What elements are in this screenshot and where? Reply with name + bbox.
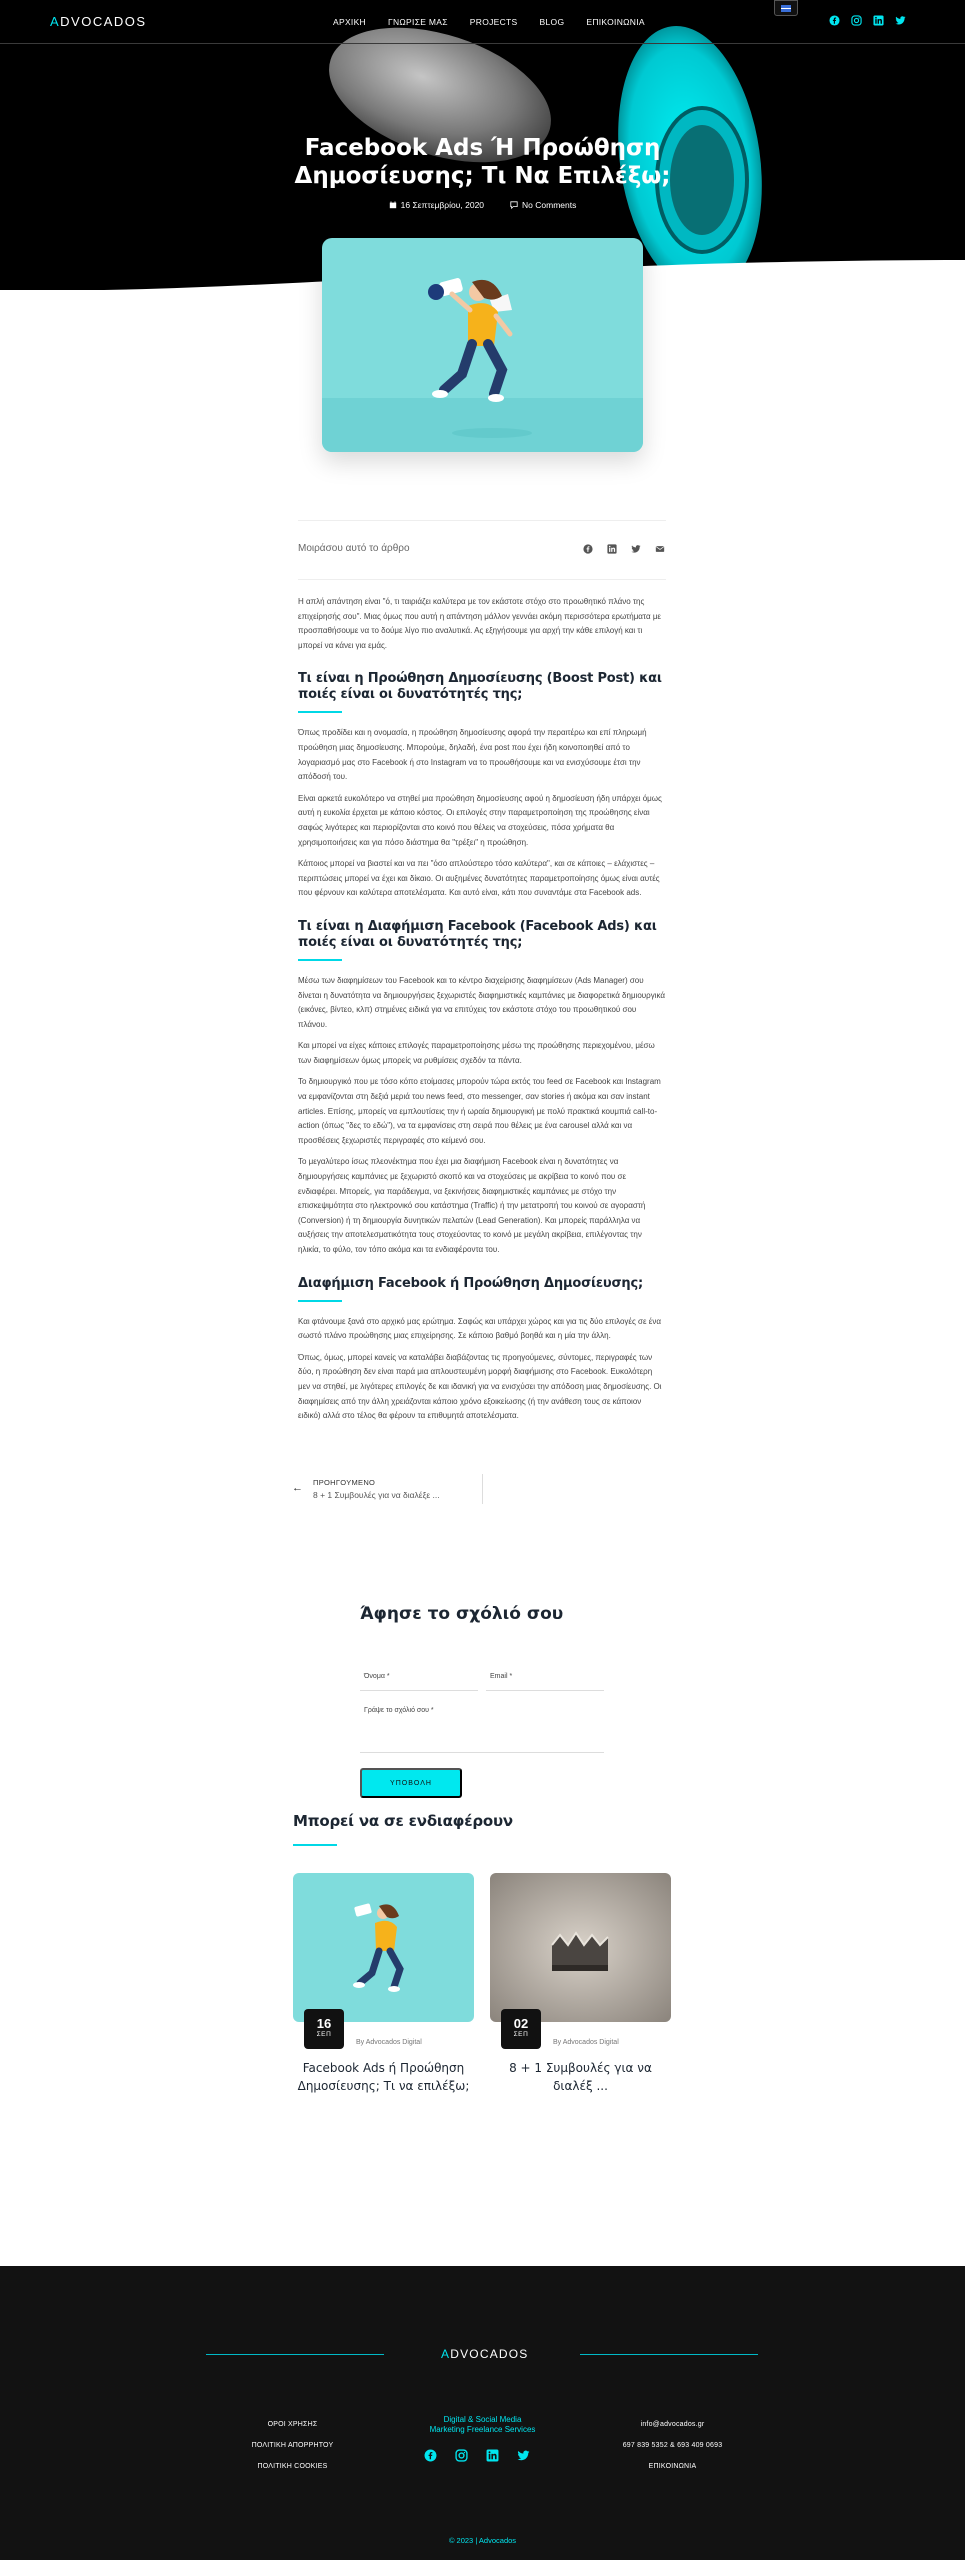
comment-form-heading: Άφησε το σχόλιό σου [360, 1604, 564, 1624]
email-field[interactable] [486, 1690, 604, 1691]
date-month: ΣΕΠ [513, 2031, 529, 2038]
heading-underline [298, 959, 342, 961]
site-logo[interactable]: ADVOCADOS [50, 14, 147, 29]
paragraph: Μέσω των διαφημίσεων του Facebook και το κέντρο διαχείρισης διαφημίσεων (Ads Manager) σου δίνεται η δυνατότητα να δημιουργήσεις ξεχωριστές διαφημιστικές καμπάνιες με διαφορετικά δημιουργικά (εικόνες, βίντεο, κλπ) στημένες ειδικά για να επιτύχεις τον εκάστοτε στόχο του προωθητικού σου πλάνου. [298, 975, 666, 1029]
site-footer [0, 2266, 965, 2560]
email-link[interactable]: info@advocados.gr [640, 2421, 705, 2428]
footer-services [395, 2415, 570, 2435]
post-meta [340, 200, 625, 210]
facebook-icon[interactable] [828, 14, 841, 27]
paragraph: Κάποιος μπορεί να βιαστεί και να πει "όσο απλούστερο τόσο καλύτερα", και σε κάποιες – ελάχιστες – περιπτώσεις μπορεί να έχει και δίκαιο. Οι αυξημένες δυνατότητες παραμετροποίησης όμως είναι αυτές που φέρνουν και καλύτερα αποτελέσματα. Και αυτό είναι, κάτι που συναντάμε στα Facebook ads. [298, 859, 660, 898]
date-badge [501, 2009, 541, 2049]
post-comments[interactable] [510, 200, 576, 210]
submit-comment-button[interactable]: ΥΠΟΒΟΛΗ [360, 1768, 462, 1798]
arrow-left-icon: ← [292, 1482, 303, 1494]
date-day: 16 [316, 2016, 332, 2031]
date-month: ΣΕΠ [316, 2031, 332, 2038]
date-day: 02 [513, 2016, 529, 2031]
previous-post-title: 8 + 1 Συμβουλές για να διαλέξε ... [313, 1490, 440, 1500]
divider [482, 1474, 483, 1504]
nav-item-home[interactable]: ΑΡΧΙΚΗ [333, 17, 366, 27]
facebook-icon[interactable] [582, 543, 594, 555]
related-post-image[interactable] [490, 1873, 671, 2022]
footer-contact [600, 2414, 745, 2477]
paragraph: Το δημιουργικό που με τόσο κόπο ετοίμασες μπορούν τώρα εκτός του feed σε Facebook και Instagram να εμφανίζονται στη δεξιά μεριά του news feed, στο messenger, σαν stories ή ακόμα και σαν instant articles. Επίσης, μπορείς να εμπλουτίσεις την ή ωραία δημιουργική με πολύ πρακτικά κουμπιά call-to-action (όπως "δες το εδώ"), να τα εμφανίσεις στη σειρά που θέλεις με ένα carousel αλλά και να προσθέσεις ξεχωριστές περιγραφές στο κείμενό σου. [298, 1077, 661, 1145]
section-heading-facebook-ads: Τι είναι η Διαφήμιση Facebook (Facebook Ads) και ποιές είναι οι δυνατότητές της; [298, 918, 657, 950]
share-icons [582, 543, 666, 555]
name-field-label: Όνομα * [364, 1673, 390, 1680]
comment-field-label: Γράψε το σχόλιό σου * [364, 1707, 434, 1714]
post-comments-text: No Comments [522, 200, 577, 210]
comment-icon [510, 201, 518, 209]
privacy-link[interactable]: ΠΟΛΙΤΙΚΗ ΑΠΟΡΡΗΤΟΥ [251, 2442, 334, 2449]
related-post-card[interactable] [293, 1873, 474, 2103]
related-posts-heading: Μπορεί να σε ενδιαφέρουν [293, 1812, 513, 1830]
share-bar [298, 520, 666, 580]
twitter-icon[interactable] [894, 14, 907, 27]
heading-underline [298, 711, 342, 713]
linkedin-icon[interactable] [872, 14, 885, 27]
main-nav [333, 17, 645, 27]
nav-item-about[interactable]: ΓΝΩΡΙΣΕ ΜΑΣ [387, 17, 448, 27]
copyright: © 2023 | Advocados [448, 2536, 517, 2545]
heading-underline [298, 1300, 342, 1302]
services-line: Digital & Social Media [443, 2415, 522, 2424]
paragraph: Όπως προδίδει και η ονομασία, η προώθηση δημοσίευσης αφορά την περαιτέρω και επί πληρωμή προώθηση μιας δημοσίευσης. Μπορούμε, δηλαδή, ένα post που έχει ήδη κοινοποιηθεί από το λογαριασμό μας στο Facebook ή στο Instagram να το προωθήσουμε και να ενισχύσουμε έτσι την απόδοσή του. [298, 728, 647, 782]
post-date [389, 200, 484, 210]
related-post-title[interactable]: 8 + 1 Συμβουλές για να διαλέξ ... [509, 2061, 652, 2093]
heading-underline [293, 1844, 337, 1846]
calendar-icon [389, 201, 397, 209]
share-label: Μοιράσου αυτό το άρθρο [298, 543, 410, 554]
section-heading-boost-post: Τι είναι η Προώθηση Δημοσίευσης (Boost Post) και ποιές είναι οι δυνατότητές της; [298, 671, 662, 703]
instagram-icon[interactable] [850, 14, 863, 27]
footer-divider [206, 2354, 384, 2355]
comment-textarea[interactable] [360, 1752, 604, 1753]
top-navigation-bar [0, 0, 965, 44]
paragraph: Και μπορεί να είχες κάποιες επιλογές παραμετροποίησης μέσω της προώθησης περιεχομένου, μέσω των διαφημίσεων όμως μπορείς να ρυθμίσεις σχεδόν τα πάντα. [298, 1041, 655, 1065]
article-intro: Η απλή απάντηση είναι "ό, τι ταιριάζει καλύτερα με τον εκάστοτε στόχο στο προωθητικό πλάνο της επιχείρησής σου". Μιας όμως που αυτή η απάντηση μάλλον γεννάει ακόμη περισσότερα ερωτήματα με προσπαθήσουμε να το δούμε λίγο πιο αναλυτικά. Ας εξηγήσουμε για αρχή την κάθε επιλογή και τι μπορεί να κάνει για εμάς. [298, 597, 661, 650]
cookies-link[interactable]: ΠΟΛΙΤΙΚΗ COOKIES [257, 2463, 328, 2470]
article-body [298, 595, 666, 1431]
twitter-icon[interactable] [516, 2448, 530, 2462]
linkedin-icon[interactable] [485, 2448, 499, 2462]
woman-megaphone-illustration [322, 238, 643, 452]
paragraph: Το μεγαλύτερο ίσως πλεονέκτημα που έχει μια διαφήμιση Facebook είναι η δυνατότητες να δημιουργήσεις καμπάνιες με ξεχωριστό σκοπό και να στοχεύσεις με ακρίβεια το κοινό που σε ενδιαφέρει. Μπορείς, για παράδειγμα, να ξεκινήσεις διαφημιστικές καμπάνιες με στόχο την επισκεψιμότητα στο ηλεκτρονικό σου κατάστημα (Traffic) ή την μετατροπή του κοινού σε αγοραστή (Conversion) ή τη δημιουργία δυνητικών πελατών (Lead Generation). Και μπορείς παράλληλα να αυξήσεις την αποτελεσματικότητα τους στοχεύοντας το κοινό με μεγάλη ακρίβεια, επιλέγοντας την ηλικία, το φύλο, τον τόπο ακόμα και τα ενδιαφέροντα του. [298, 1157, 646, 1254]
linkedin-icon[interactable] [606, 543, 618, 555]
email-icon[interactable] [654, 543, 666, 555]
facebook-icon[interactable] [423, 2448, 437, 2462]
footer-logo[interactable]: ADVOCADOS [441, 2347, 529, 2361]
woman-megaphone-illustration [293, 1873, 474, 2022]
name-field[interactable] [360, 1690, 478, 1691]
related-post-image[interactable] [293, 1873, 474, 2022]
paragraph: Και φτάνουμε ξανά στο αρχικό μας ερώτημα. Σαφώς και υπάρχει χώρος και για τις δύο επιλογές σε ένα σωστό πλάνο προώθησης μιας επιχείρησης. Σε κάποιο βαθμό βοηθά και η μία την άλλη. [298, 1316, 661, 1341]
terms-link[interactable]: ΟΡΟΙ ΧΡΗΣΗΣ [267, 2421, 318, 2428]
post-date-text: 16 Σεπτεμβρίου, 2020 [400, 200, 485, 210]
contact-link[interactable]: ΕΠΙΚΟΙΝΩΝΙΑ [648, 2463, 697, 2470]
nav-item-contact[interactable]: ΕΠΙΚΟΙΝΩΝΙΑ [586, 17, 645, 27]
footer-social-links [423, 2448, 530, 2462]
date-badge [304, 2009, 344, 2049]
previous-post-link[interactable] [292, 1474, 482, 1504]
related-post-card[interactable] [490, 1873, 671, 2103]
language-switch-button[interactable] [774, 0, 798, 16]
email-field-label: Email * [490, 1673, 513, 1680]
footer-legal-links [220, 2414, 365, 2477]
footer-divider [580, 2354, 758, 2355]
featured-image [322, 238, 643, 452]
header-social-links [828, 14, 907, 27]
nav-item-projects[interactable]: PROJECTS [469, 17, 518, 27]
paragraph: Όπως, όμως, μπορεί κανείς να καταλάβει διαβάζοντας τις προηγούμενες, σύντομες, περιγραφές των δύο, η προώθηση δεν είναι παρά μια απλουστευμένη μορφή διαφήμισης στο Facebook. Ευκολότερη μεν να στηθεί, με λιγότερες επιλογές δε και ιδανική για να ενισχύσει την απόδοση μιας δημοσίευσης. Οι διαφημίσεις από την άλλη χρειάζονται κάποιο χρόνο εξοικείωσης (ή την ανάθεση τους σε κάποιον ειδικό) αλλά στο τέλος θα φέρουν τα επιθυμητά αποτελέσματα. [298, 1352, 662, 1421]
section-heading-comparison: Διαφήμιση Facebook ή Προώθηση Δημοσίευσης; [298, 1275, 643, 1291]
nav-item-blog[interactable]: BLOG [539, 17, 565, 27]
services-line: Marketing Freelance Services [429, 2425, 536, 2434]
twitter-icon[interactable] [630, 543, 642, 555]
post-title: Facebook Ads Ή Προώθηση Δημοσίευσης; Τι Να Επιλέξω; [294, 135, 671, 189]
flag-icon [781, 5, 791, 12]
post-author: By Advocados Digital [553, 2039, 619, 2046]
crown-illustration [490, 1873, 671, 2022]
instagram-icon[interactable] [454, 2448, 468, 2462]
related-post-title[interactable]: Facebook Ads ή Προώθηση Δημοσίευσης; Τι να επιλέξω; [297, 2061, 470, 2093]
paragraph: Είναι αρκετά ευκολότερο να στηθεί μια προώθηση δημοσίευσης αφού η δημοσίευση ήδη υπάρχει όμως αυτή η ευκολία έρχεται με κάποιο κόστος. Οι επιλογές στην παραμετροποίηση της προώθησης είναι σαφώς λιγότερες και περιορίζονται στο κοινό που θέλεις να στοχεύσεις, πόσα χρήματα θα χρησιμοποιήσεις και για πόσο διάστημα θα "τρέξει" η προώθηση. [298, 793, 662, 847]
post-author: By Advocados Digital [356, 2039, 422, 2046]
previous-post-label: ΠΡΟΗΓΟΥΜΕΝΟ [313, 1478, 376, 1487]
phone-link[interactable]: 697 839 5352 & 693 409 0693 [622, 2442, 723, 2449]
